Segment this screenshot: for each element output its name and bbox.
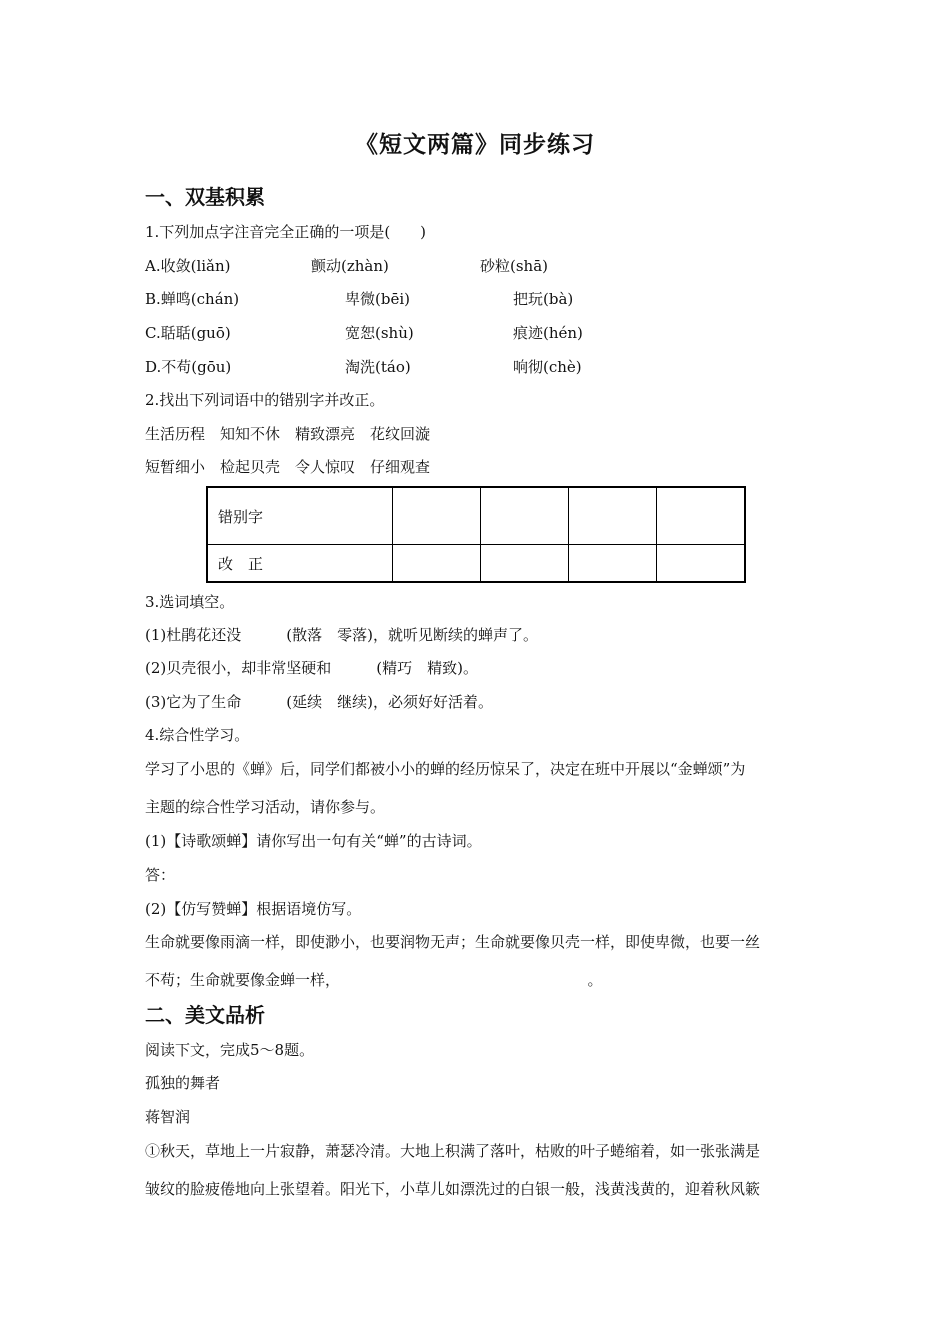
table-cell[interactable] [481,545,569,583]
table-row [207,545,745,583]
question-3-item-2: (2)贝壳很小，却非常坚硬和 (精巧 精致)。 [145,659,478,677]
reading-instruction: 阅读下文，完成5～8题。 [145,1041,315,1059]
question-3-item-3: (3)它为了生命 (延续 继续)，必须好好活着。 [145,693,493,711]
question-4-part-2: (2)【仿写赞蝉】根据语境仿写。 [145,900,362,918]
table-header-wrong: 错别字 [207,487,393,545]
table-cell[interactable] [657,545,746,583]
page-title: 《短文两篇》同步练习 [355,131,595,158]
article-title: 孤独的舞者 [145,1074,221,1092]
table-cell[interactable] [481,487,569,545]
option-c-2: 宽恕(shù) [345,324,414,342]
table-cell[interactable] [393,545,481,583]
question-4-part-1: (1)【诗歌颂蝉】请你写出一句有关“蝉”的古诗词。 [145,832,482,850]
imitation-line-1: 生命就要像雨滴一样，即使渺小，也要润物无声；生命就要像贝壳一样，即使卑微，也要一丝 [145,933,761,951]
question-2-words-1: 生活历程 知知不休 精致漂亮 花纹回漩 [145,425,431,443]
article-paragraph-line-1: ①秋天，草地上一片寂静，萧瑟冷清。大地上积满了落叶，枯败的叶子蜷缩着，如一张张满是 [145,1142,761,1160]
answer-label: 答： [145,866,176,884]
option-d-1: D.不苟(gōu) [145,358,232,376]
option-a-3: 砂粒(shā) [480,257,549,275]
question-4-intro-1: 学习了小思的《蝉》后，同学们都被小小的蝉的经历惊呆了，决定在班中开展以“金蝉颂”为 [145,760,746,778]
question-2-stem: 2.找出下列词语中的错别字并改正。 [145,391,385,409]
section-heading-basics: 一、双基积累 [145,185,265,209]
option-c-3: 痕迹(hén) [513,324,583,342]
correction-table [206,486,746,583]
table-cell[interactable] [569,487,657,545]
question-3-stem: 3.选词填空。 [145,593,235,611]
option-b-2: 卑微(bēi) [345,290,410,308]
question-2-words-2: 短暂细小 检起贝壳 令人惊叹 仔细观查 [145,458,431,476]
option-c-1: C.聒聒(guō) [145,324,231,342]
section-heading-reading: 二、美文品析 [145,1003,265,1027]
question-1-stem: 1.下列加点字注音完全正确的一项是( ) [145,223,427,241]
option-d-2: 淘洗(táo) [345,358,411,376]
table-cell[interactable] [393,487,481,545]
option-a-1: A.收敛(liǎn) [145,257,231,275]
option-b-1: B.蝉鸣(chán) [145,290,240,308]
table-header-correct: 改 正 [207,545,393,583]
table-row [207,487,745,545]
option-b-3: 把玩(bà) [513,290,574,308]
question-3-item-1: (1)杜鹃花还没 (散落 零落)，就听见断续的蝉声了。 [145,626,538,644]
option-a-2: 颤动(zhàn) [311,257,389,275]
question-4-intro-2: 主题的综合性学习活动，请你参与。 [145,798,386,816]
question-4-stem: 4.综合性学习。 [145,726,250,744]
table-cell[interactable] [657,487,746,545]
article-paragraph-line-2: 皱纹的脸疲倦地向上张望着。阳光下，小草儿如漂洗过的白银一般，浅黄浅黄的，迎着秋风簌 [145,1180,761,1198]
table-cell[interactable] [569,545,657,583]
option-d-3: 响彻(chè) [513,358,582,376]
imitation-line-2: 不苟；生命就要像金蝉一样， 。 [145,971,603,989]
article-author: 蒋智润 [145,1108,191,1126]
